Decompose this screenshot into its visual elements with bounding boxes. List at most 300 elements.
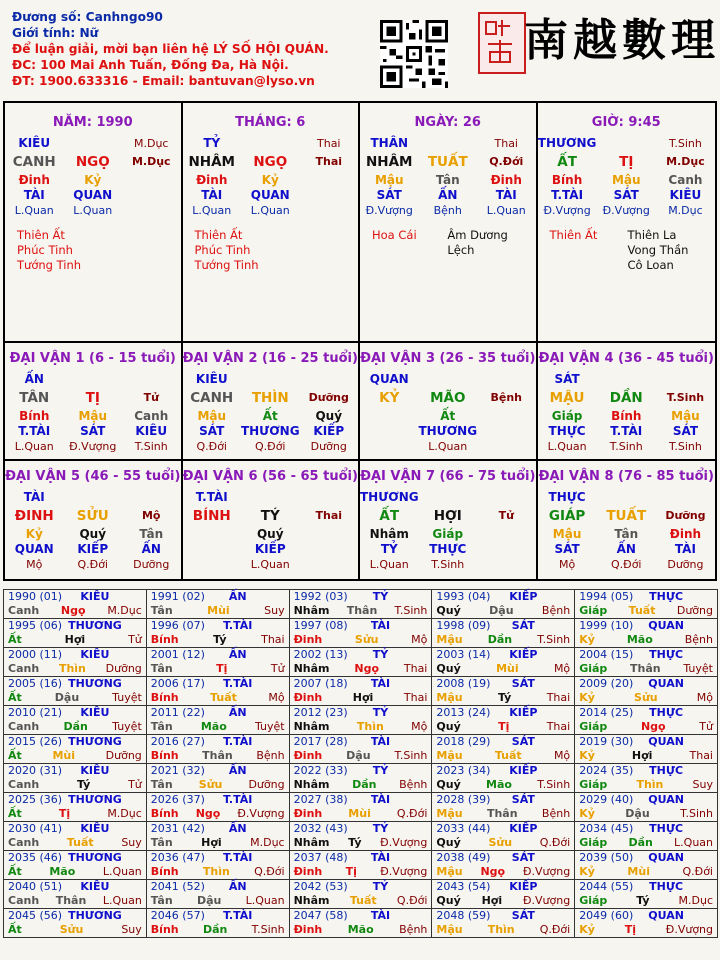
ten-god-label: THỰC [548,490,586,504]
year-cell [147,590,290,619]
pillar-title: THÁNG: 6 [235,115,306,130]
special-stars [5,228,181,273]
year-ten-god: ẤN [228,822,247,835]
year-bottom [151,894,285,908]
hidden-stems-line [183,439,359,454]
spacer [300,173,359,188]
stem-branch-line [538,387,716,409]
year-ten-god: ẤN [228,706,247,719]
star-name: Hoa Cái [372,228,417,242]
year-ten-god: THỰC [649,648,684,661]
year-stem: Giáp [579,662,608,675]
star-name: Phúc Tinh [17,243,73,257]
hidden-ten-god: KIẾP [313,424,345,438]
hidden-stems-line [183,527,359,542]
spacer [241,490,300,505]
year-stem: Mậu [436,749,463,762]
year-cell [4,822,147,851]
year-stem: Kỷ [579,807,595,820]
luck-top-line [5,490,181,505]
hidden-stage: L.Quan [250,204,290,217]
year-top [294,851,428,865]
year-top [436,764,570,778]
hidden-stem: Giáp [551,409,583,423]
ten-god-label: THƯƠNG [360,490,419,504]
pillars-row [5,103,715,343]
year-top [294,880,428,894]
spacer [477,372,536,387]
hidden-stage: L.Quan [14,440,54,453]
spacer [64,490,123,505]
stage-label: T.Sinh [668,137,702,150]
spacer [477,439,536,454]
year-label: 2018 (29) [436,735,491,748]
hidden-stems-line [183,557,359,572]
hidden-stage: L.Quan [73,204,113,217]
year-branch: Sửu [354,633,379,646]
year-branch: Tị [498,720,510,733]
hidden-stems-line [183,203,359,218]
year-stage: Q.Đới [539,923,571,936]
hidden-ten-god: T.TÀI [551,188,584,202]
stage-label: Q.Đới [489,155,524,168]
hidden-stage: T.Sinh [668,440,702,453]
year-ten-god: THỰC [649,706,684,719]
year-stage: T.Sinh [537,633,571,646]
year-top [151,648,285,662]
hidden-ten-god: TỶ [380,542,398,556]
year-bottom [579,749,713,763]
year-top [8,735,142,749]
year-top [151,735,285,749]
earthly-branch: SỬU [76,508,109,524]
hidden-stems-line [5,409,181,424]
year-label: 2033 (44) [436,822,491,835]
stage-label: Mộ [141,509,161,522]
luck-top-line [538,490,716,505]
year-bottom [579,807,713,821]
year-stem: Đinh [293,691,323,704]
spacer [300,188,359,203]
year-label: 2028 (39) [436,793,491,806]
year-bottom [151,836,285,850]
year-top [294,590,428,604]
hidden-stage: Đ.Vượng [602,204,650,217]
year-ten-god: THƯƠNG [68,851,122,864]
year-top [151,909,285,923]
spacer [656,490,715,505]
year-ten-god: TÀI [370,851,391,864]
hidden-stage: L.Quan [547,440,587,453]
year-bottom [436,836,570,850]
hidden-stage: Đ.Vượng [69,440,117,453]
hidden-stem: Mậu [671,409,700,423]
year-bottom [8,836,142,850]
pillar-cell [538,103,716,343]
hidden-stem: Giáp [432,527,464,541]
pillar-title: GIỜ: 9:45 [591,115,661,130]
spacer [419,490,477,505]
year-top [151,822,285,836]
year-stage: Thai [546,691,571,704]
hidden-ten-god: TÀI [495,188,517,202]
year-bottom [579,720,713,734]
year-stem: Quý [436,778,461,791]
year-bottom [8,807,142,821]
year-top [294,735,428,749]
year-stem: Mậu [436,691,463,704]
year-bottom [294,633,428,647]
year-branch: Sửu [488,836,513,849]
star-line [195,258,359,273]
stage-label: M.Dục [134,137,169,150]
year-label: 2023 (34) [436,764,491,777]
year-branch: Thìn [58,662,86,675]
year-label: 2012 (23) [293,706,348,719]
year-label: 2021 (32) [150,764,205,777]
year-top [151,619,285,633]
year-ten-god: T.TÀI [223,851,253,864]
star-line [17,243,181,258]
year-branch: Mão [347,923,374,936]
year-label: 2014 (25) [579,706,634,719]
luck-top-line [183,372,359,387]
year-ten-god: THƯƠNG [68,909,122,922]
year-branch: Tý [497,691,512,704]
year-stem: Bính [150,633,179,646]
hidden-ten-god: KIẾP [254,542,286,556]
year-stage: Suy [121,836,142,849]
year-ten-god: KIÊU [80,764,110,777]
year-bottom [151,807,285,821]
year-ten-god: KIÊU [80,590,110,603]
year-ten-god: KIẾP [509,706,538,719]
year-bottom [436,691,570,705]
hidden-stem: Tân [435,173,460,187]
hidden-ten-god: T.TÀI [610,424,643,438]
stem-branch-line [360,387,536,409]
year-top [294,793,428,807]
year-bottom [151,865,285,879]
hidden-stage: T.Sinh [609,440,643,453]
year-top [579,851,713,865]
year-stage: T.Sinh [680,807,713,820]
year-stage: Dưỡng [676,604,713,617]
year-stem: Kỷ [579,923,595,936]
heavenly-stem: ẤT [379,508,400,524]
year-branch: Thân [346,604,378,617]
year-top [579,909,713,923]
year-label: 2039 (50) [579,851,634,864]
year-ten-god: THỰC [649,880,684,893]
seal-stamp-icon [478,12,526,74]
hidden-ten-god: T.TÀI [18,424,51,438]
year-stage: Suy [121,923,142,936]
hidden-stem: Mậu [78,409,108,423]
hidden-stem: Kỷ [261,173,279,187]
year-cell [290,677,433,706]
year-cell [4,648,147,677]
year-branch: Tị [216,662,228,675]
spacer [122,173,181,188]
year-stage: Dưỡng [105,749,142,762]
year-stage: Tử [699,720,713,733]
year-cell [432,822,575,851]
year-branch: Mão [486,778,512,791]
year-stage: Tử [128,778,142,791]
earthly-branch: THÌN [251,390,289,406]
luck-title: ĐẠI VẬN 3 (26 - 35 tuổi) [360,351,536,366]
luck-pillar-cell [360,461,538,579]
ten-god-label: ẤN [24,372,44,386]
year-ten-god: QUAN [648,619,684,632]
year-stem: Kỷ [579,633,595,646]
year-bottom [436,923,570,937]
year-bottom [151,691,285,705]
year-cell [575,735,718,764]
year-branch: Ngọ [195,807,221,820]
hidden-stem: Kỷ [84,173,102,187]
hidden-ten-god: SÁT [199,424,225,438]
year-top [579,735,713,749]
year-branch: Mùi [627,865,650,878]
star-line [17,228,181,243]
hidden-stem: Quý [79,527,107,541]
year-bottom [151,662,285,676]
year-stage: T.Sinh [537,778,571,791]
heavenly-stem: CANH [12,154,56,170]
year-top [151,793,285,807]
earthly-branch: TÝ [260,508,280,524]
year-ten-god: THƯƠNG [68,735,122,748]
year-bottom [436,865,570,879]
hidden-ten-god: SÁT [554,542,580,556]
hidden-stem: Đinh [18,173,50,187]
hidden-stage: Q.Đới [611,558,642,571]
year-top [436,735,570,749]
year-ten-god: KIẾP [509,648,538,661]
spacer [241,372,300,387]
year-ten-god: TÀI [370,735,391,748]
year-branch: Mão [49,865,76,878]
year-cell [575,677,718,706]
year-ten-god: TỶ [372,648,389,661]
year-ten-god: KIẾP [509,880,538,893]
year-bottom [8,894,142,908]
spacer [360,424,418,439]
year-stage: Mộ [696,691,713,704]
hidden-ten-god: KIÊU [669,188,702,202]
earthly-branch: NGỌ [75,154,110,170]
luck-top-line [538,372,716,387]
hidden-ten-god: ẤN [438,188,458,202]
year-top [151,590,285,604]
luck-pillar-cell [5,343,183,461]
heavenly-stem: KỶ [379,390,400,406]
year-cell [4,619,147,648]
year-bottom [294,749,428,763]
year-stage: Tuyệt [112,691,142,704]
year-label: 2040 (51) [8,880,63,893]
heavenly-stem: ẤT [557,154,577,170]
year-ten-god: T.TÀI [223,619,253,632]
hidden-stem: Nhâm [369,527,409,541]
luck-pillar-cell [183,461,361,579]
year-top [151,851,285,865]
year-ten-god: QUAN [648,909,684,922]
year-cell [290,735,433,764]
phone-email-line[interactable]: ĐT: 1900.633316 - Email: bantuvan@lyso.vn [12,74,315,88]
spacer [300,557,359,572]
year-stage: Mộ [411,633,428,646]
year-stage: Bệnh [541,807,571,820]
year-top [294,909,428,923]
hidden-stem: Canh [668,173,703,187]
year-branch: Thìn [636,778,664,791]
ten-god-label: THƯƠNG [537,136,597,150]
hidden-stage: L.Quan [14,204,54,217]
year-cell [4,677,147,706]
spacer [477,490,535,505]
year-stem: Tân [150,720,173,733]
year-bottom [294,720,428,734]
year-bottom [8,720,142,734]
ten-god-label: KIÊU [18,136,51,150]
year-top [8,880,142,894]
year-top [436,909,570,923]
year-label: 1996 (07) [150,619,205,632]
year-ten-god: KIÊU [80,880,110,893]
hidden-ten-god: KIẾP [77,542,109,556]
year-cell [147,735,290,764]
year-label: 1998 (09) [436,619,491,632]
year-bottom [436,633,570,647]
year-label: 2013 (24) [436,706,491,719]
stage-label: Thai [315,509,343,522]
spacer [300,203,359,218]
ten-god-label: THÂN [370,136,409,150]
year-branch: Hợi [64,633,86,646]
year-cell [432,764,575,793]
year-stage: Dưỡng [248,778,285,791]
star-name: Tướng Tinh [17,258,82,272]
year-bottom [294,662,428,676]
hidden-stem: Đinh [669,527,702,541]
hidden-stage: Dưỡng [133,558,170,571]
year-stage: L.Quan [102,894,142,907]
year-ten-god: KIẾP [509,590,538,603]
special-stars [538,228,716,273]
year-top [8,648,142,662]
spacer [597,490,656,505]
year-ten-god: KIÊU [80,648,110,661]
stem-branch-line [538,505,716,527]
year-stage: Thai [403,691,428,704]
hidden-stage: Dưỡng [310,440,347,453]
year-label: 2037 (48) [293,851,348,864]
year-branch: Tuất [349,894,377,907]
year-ten-god: T.TÀI [223,677,253,690]
spacer [597,372,656,387]
spacer [183,542,242,557]
year-label: 2015 (26) [8,735,63,748]
year-ten-god: QUAN [648,851,684,864]
year-stage: Tử [270,662,285,675]
stem-branch-line [183,151,359,173]
year-cell [4,706,147,735]
spacer [419,372,478,387]
year-cell [147,851,290,880]
year-label: 1992 (03) [293,590,348,603]
hidden-stage: T.Sinh [431,558,465,571]
year-bottom [579,865,713,879]
spacer [64,372,123,387]
luck-title: ĐẠI VẬN 1 (6 - 15 tuổi) [9,351,176,366]
year-ten-god: SÁT [511,677,535,690]
year-stem: Tân [150,662,173,675]
year-ten-god: ẤN [228,590,247,603]
year-top [294,677,428,691]
hidden-ten-god: TÀI [201,188,223,202]
year-label: 2003 (14) [436,648,491,661]
year-branch: Mùi [207,604,230,617]
year-stem: Kỷ [579,691,595,704]
hidden-stage: Mộ [26,558,43,571]
year-top [579,648,713,662]
year-label: 2046 (57) [150,909,205,922]
year-cell [432,677,575,706]
year-label: 2005 (16) [8,677,63,690]
year-branch: Dậu [54,691,80,704]
year-branch: Dần [63,720,88,733]
year-stem: Đinh [293,749,323,762]
star-line [372,228,536,258]
year-ten-god: THỰC [649,822,684,835]
year-ten-god: QUAN [648,735,684,748]
year-stem: Tân [150,836,173,849]
spacer [300,527,359,542]
year-ten-god: KIÊU [80,822,110,835]
heavenly-stem: MẬU [549,390,585,406]
year-stem: Tân [150,604,173,617]
spacer [300,542,359,557]
year-stage: Thai [689,749,713,762]
star-name [550,258,628,273]
year-branch: Thìn [356,720,384,733]
year-stem: Canh [8,894,40,907]
spacer [300,372,359,387]
year-top [294,619,428,633]
luck-title: ĐẠI VẬN 6 (56 - 65 tuổi) [182,469,358,484]
year-stage: Mộ [411,720,428,733]
year-stem: Quý [436,662,461,675]
year-label: 1991 (02) [150,590,205,603]
year-branch: Dậu [625,807,650,820]
hidden-stage: Dưỡng [667,558,704,571]
year-top [436,851,570,865]
year-top [8,590,142,604]
year-ten-god: QUAN [648,793,684,806]
spacer [419,136,478,151]
year-stem: Quý [436,604,461,617]
year-stem: Nhâm [293,778,330,791]
earthly-branch: NGỌ [253,154,288,170]
year-bottom [579,836,713,850]
year-label: 2010 (21) [8,706,63,719]
star-name: Thiên La [627,228,677,242]
year-top [151,706,285,720]
year-top [436,590,570,604]
